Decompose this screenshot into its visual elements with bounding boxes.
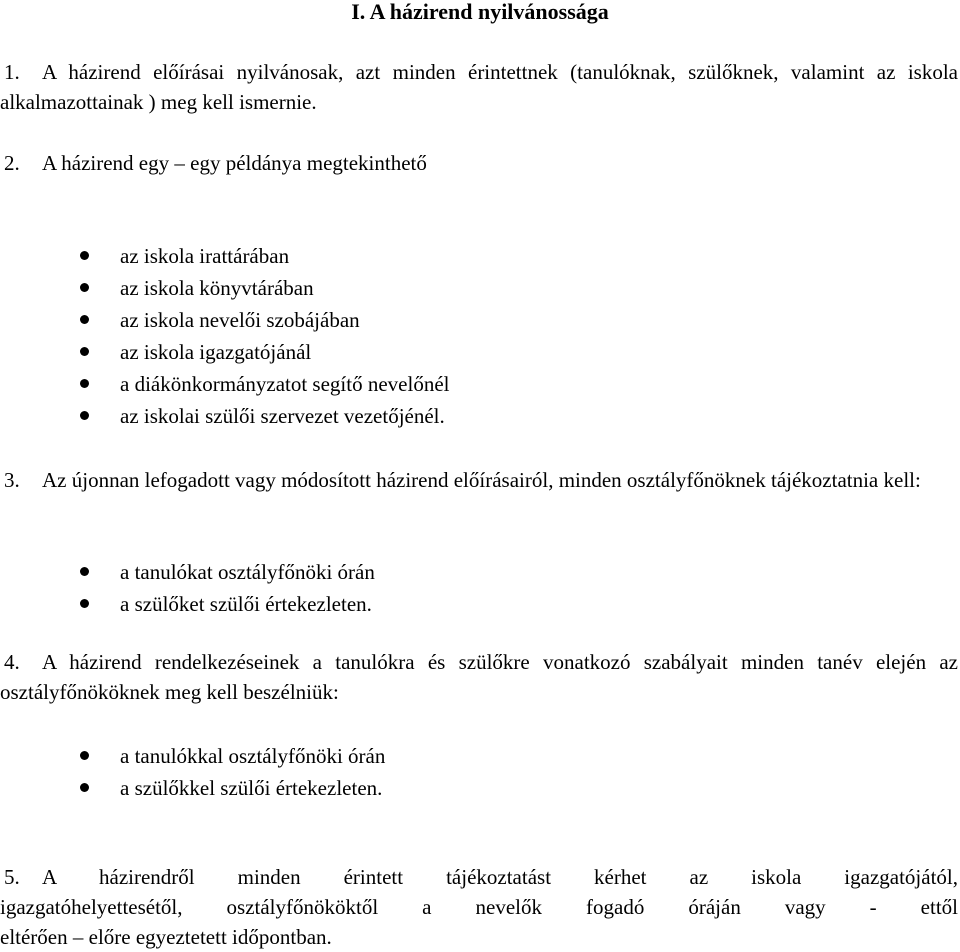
section-text-line-2: igazgatóhelyettesétől, osztályfőnököktől a nevelők fogadó óráján vagy - ettől [0,895,958,919]
section-text: A házirend előírásai nyilvánosak, azt minden érintettnek (tanulóknak, szülőknek, valamint az iskola alkalmazottainak ) meg kell ismernie. [0,60,958,114]
bullet-icon [80,347,89,356]
section-number: 4. [4,650,20,674]
bullet-icon [80,379,89,388]
section-text: A házirend egy – egy példánya megtekinthető [42,151,427,175]
bullet-icon [80,411,89,420]
section-4 [0,647,958,707]
list-item [0,556,375,588]
list-item [0,588,375,620]
section-1 [0,57,958,117]
bullet-icon [80,251,89,260]
list-item-text: a tanulókat osztályfőnöki órán [120,560,375,584]
section-number: 3. [4,468,20,492]
list-item [0,272,449,304]
bullet-icon [80,283,89,292]
section-3 [0,465,958,495]
notify-list [0,556,375,620]
list-item [0,400,449,432]
section-2 [0,148,958,178]
list-item-text: az iskola irattárában [120,244,290,268]
list-item-text: az iskolai szülői szervezet vezetőjénél. [120,404,445,428]
list-item-text: az iskola könyvtárában [120,276,314,300]
list-item-text: az iskola nevelői szobájában [120,308,360,332]
page-title: I. A házirend nyilvánossága [351,0,609,24]
section-text: A házirend rendelkezéseinek a tanulókra és szülőkre vonatkozó szabályait minden tanév elején az osztályfőnököknek meg kell beszélniük: [0,650,958,704]
section-5 [0,862,958,952]
list-item [0,240,449,272]
list-item [0,368,449,400]
list-item-text: az iskola igazgatójánál [120,340,312,364]
bullet-icon [80,315,89,324]
list-item [0,304,449,336]
list-item-text: a diákönkormányzatot segítő nevelőnél [120,372,450,396]
bullet-icon [80,599,89,608]
section-text-line-1: A házirendről minden érintett tájékoztatást kérhet az iskola igazgatójától, [42,865,958,889]
bullet-icon [80,567,89,576]
list-item [0,336,449,368]
section-text: Az újonnan lefogadott vagy módosított házirend előírásairól, minden osztályfőnöknek tájékoztatnia kell: [42,468,921,492]
section-text-line-3: eltérően – előre egyeztetett időpontban. [0,925,332,949]
section-number: 5. [4,865,20,889]
section-number: 2. [4,151,20,175]
location-list [0,240,449,432]
list-item [0,772,385,804]
list-item-text: a szülőket szülői értekezleten. [120,592,372,616]
list-item-text: a szülőkkel szülői értekezleten. [120,776,383,800]
list-item-text: a tanulókkal osztályfőnöki órán [120,744,386,768]
section-number: 1. [4,60,20,84]
list-item [0,740,385,772]
bullet-icon [80,783,89,792]
discuss-list [0,740,385,804]
bullet-icon [80,751,89,760]
